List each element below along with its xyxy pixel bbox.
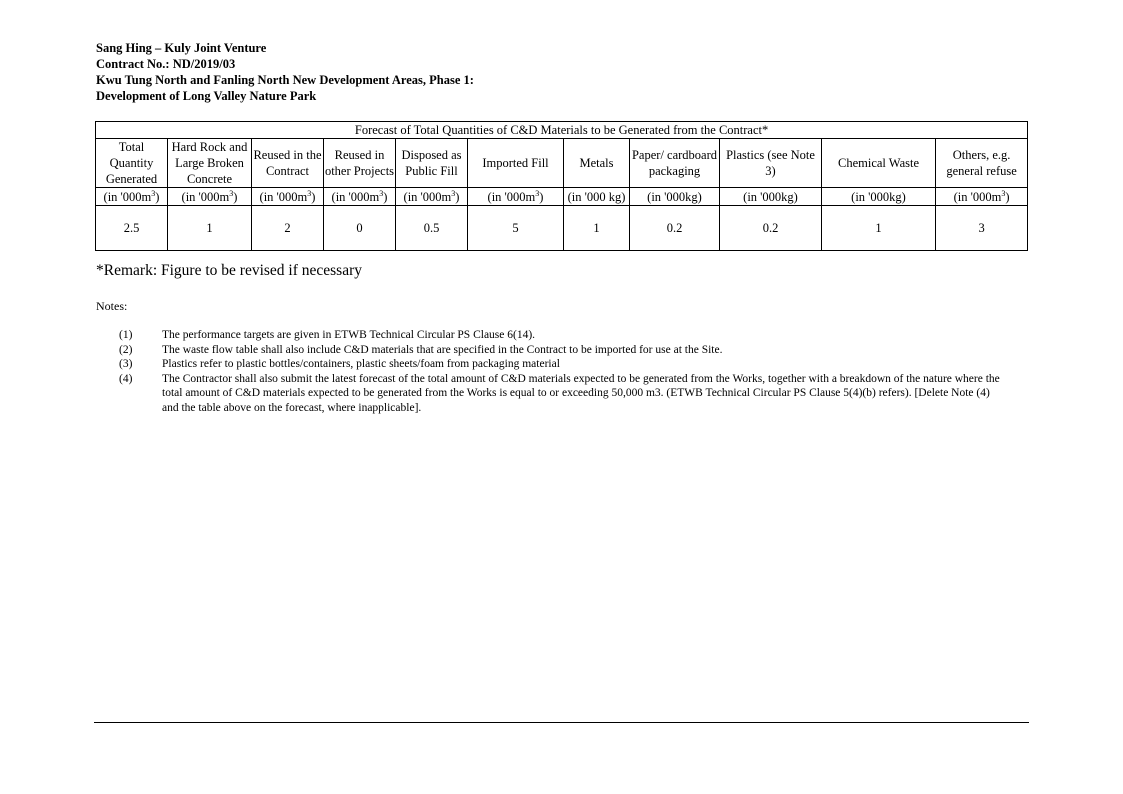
column-header: Imported Fill [468,139,564,188]
forecast-table [95,121,1028,251]
value-cell: 1 [564,206,630,251]
column-header: Reused in other Projects [324,139,396,188]
value-cell: 0.2 [630,206,720,251]
value-cell: 2.5 [96,206,168,251]
note-number: (1) [119,329,133,341]
value-cell: 5 [468,206,564,251]
note-item [119,343,1009,358]
note-number: (2) [119,343,133,356]
unit-cell: (in '$000m^3$) [468,188,564,206]
table-title: Forecast of Total Quantities of C&D Materials to be Generated from the Contract* [96,122,1028,139]
value-cell: 2 [252,206,324,251]
unit-cell: (in '$000m^3$) [936,188,1028,206]
value-cell: 3 [936,206,1028,251]
column-header: Metals [564,139,630,188]
value-cell: 1 [822,206,936,251]
value-cell: 1 [168,206,252,251]
document-header [96,40,474,104]
note-text: The performance targets are given in ETWB Technical Circular PS Clause 6(14). [162,329,536,341]
column-header: Others, e.g. general refuse [936,139,1028,188]
note-number: (3) [119,358,133,371]
unit-cell: (in '$000m^3$) [396,188,468,206]
column-header: Paper/ cardboard packaging [630,139,720,188]
unit-cell: (in '000 kg) [564,188,630,206]
column-header: Total Quantity Generated [96,139,168,188]
unit-cell: (in '000kg) [630,188,720,206]
unit-cell: (in '000kg) [720,188,822,206]
note-text: Plastics refer to plastic bottles/containers, plastic sheets/foam from packaging material [162,358,560,371]
value-cell: 0.5 [396,206,468,251]
note-text: The waste flow table shall also include C&D materials that are specified in the Contract to be imported for use at the Site. [162,343,723,356]
notes-title: Notes: [96,299,128,313]
unit-cell: (in '$000m^3$) [96,188,168,206]
unit-cell: (in '$000m^3$) [252,188,324,206]
project-title-line2: Development of Long Valley Nature Park [96,89,317,103]
column-header: Reused in the Contract [252,139,324,188]
company-name: Sang Hing – Kuly Joint Venture [96,41,267,55]
column-header: Hard Rock and Large Broken Concrete [168,139,252,188]
note-item [119,357,1009,372]
unit-cell: (in '$000m^3$) [324,188,396,206]
note-text: The Contractor shall also submit the latest forecast of the total amount of C&D materials expected to be generated from the Works, together with a breakdown of the nature where the total amount of C&D materials expected to be generated from the Works is equal to or exceeding 50,000 m3. (ETWB Technical Circular PS Clause 5(4)(b) refers). [Delete Note (4) and the table above on the forecast, where inapplicable]. [162,372,1000,414]
unit-cell: (in '$000m^3$) [168,188,252,206]
unit-cell: (in '000kg) [822,188,936,206]
remark-text: *Remark: Figure to be revised if necessary [96,262,362,279]
note-item [119,328,1009,343]
project-title-line1: Kwu Tung North and Fanling North New Development Areas, Phase 1: [96,73,474,87]
footer-divider [94,722,1029,723]
note-item [119,372,1009,416]
contract-number: Contract No.: ND/2019/03 [96,57,236,71]
column-header: Chemical Waste [822,139,936,188]
value-cell: 0.2 [720,206,822,251]
value-cell: 0 [324,206,396,251]
column-header: Disposed as Public Fill [396,139,468,188]
note-number: (4) [119,372,133,385]
notes-list [119,328,1009,416]
column-header: Plastics (see Note 3) [720,139,822,188]
